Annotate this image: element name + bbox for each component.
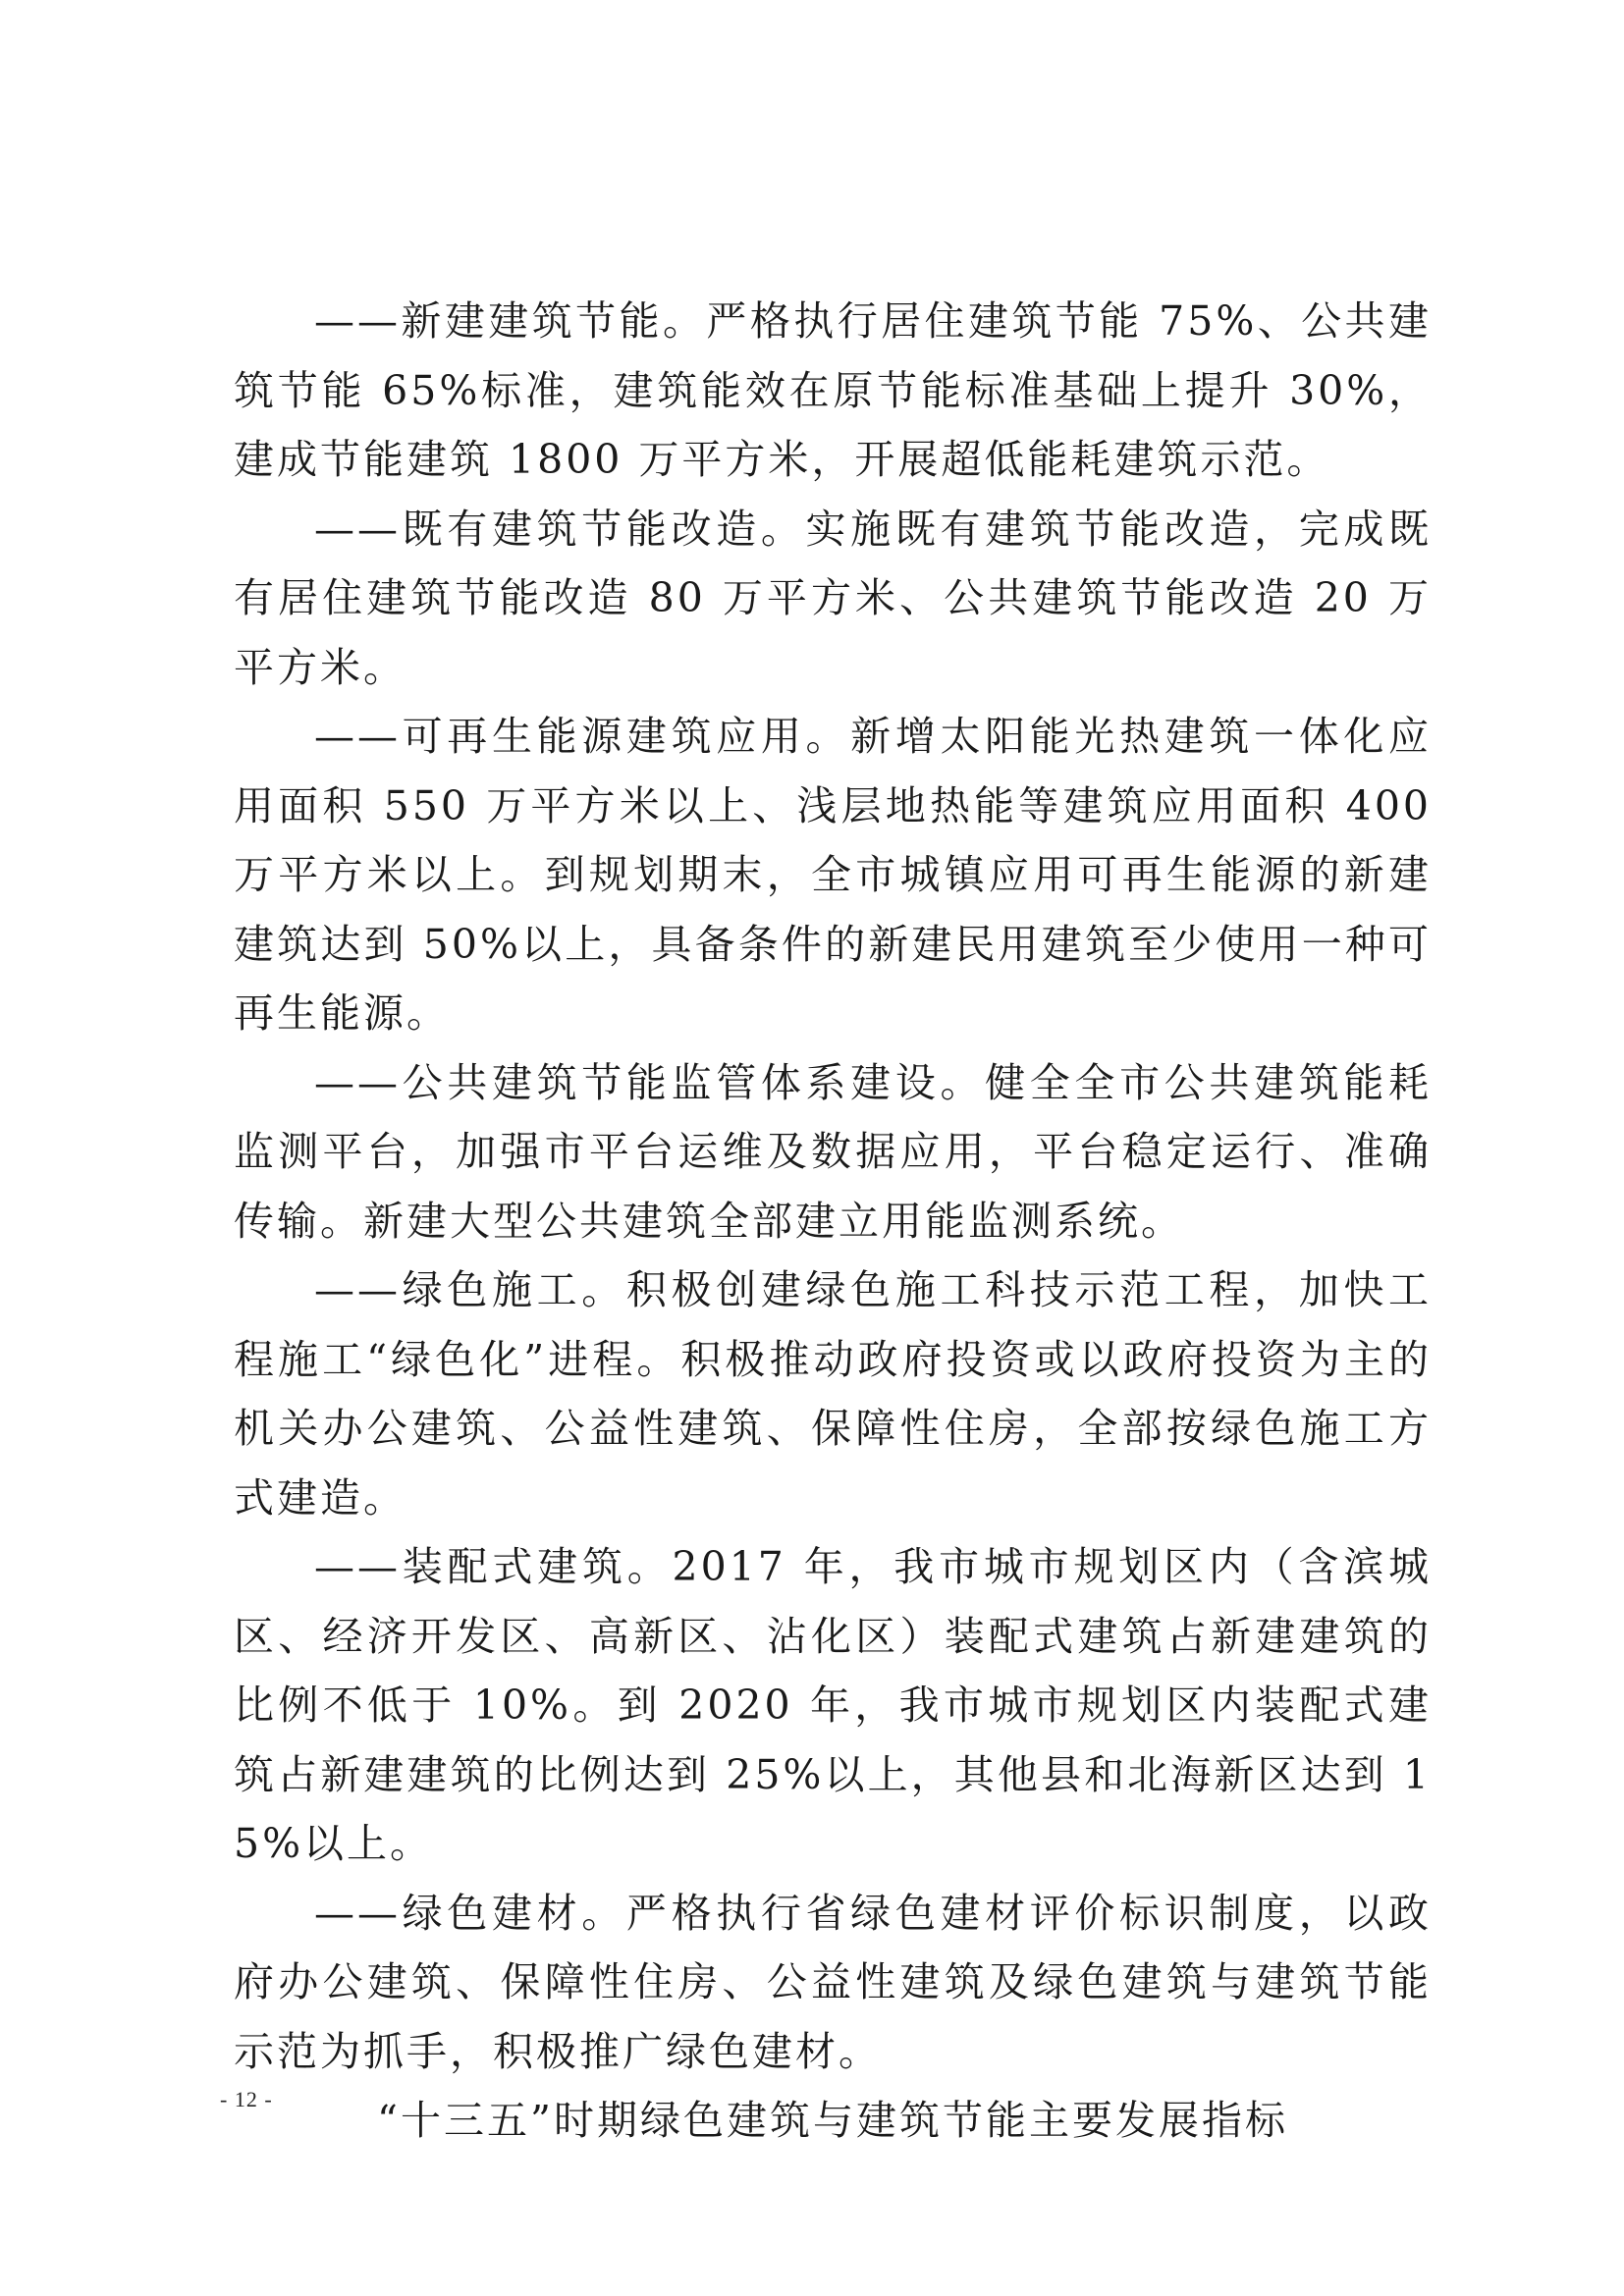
page-number: - 12 -	[220, 2087, 273, 2111]
paragraph-green-building-materials: ——绿色建材。严格执行省绿色建材评价标识制度，以政府办公建筑、保障性住房、公益性建筑及绿色建筑与建筑节能示范为抓手，积极推广绿色建材。	[234, 1889, 1432, 2075]
table-title: “十三五”时期绿色建筑与建筑节能主要发展指标	[377, 2097, 1288, 2144]
paragraph-green-construction: ——绿色施工。积极创建绿色施工科技示范工程，加快工程施工“绿色化”进程。积极推动政府投资或以政府投资为主的机关办公建筑、公益性建筑、保障性住房，全部按绿色施工方式建造。	[234, 1266, 1432, 1522]
paragraph-existing-building-retrofit: ——既有建筑节能改造。实施既有建筑节能改造，完成既有居住建筑节能改造 80 万平方米、公共建筑节能改造 20 万平方米。	[234, 505, 1432, 691]
paragraph-public-building-monitoring: ——公共建筑节能监管体系建设。健全全市公共建筑能耗监测平台，加强市平台运维及数据应用，平台稳定运行、准确传输。新建大型公共建筑全部建立用能监测系统。	[234, 1058, 1432, 1245]
paragraph-new-building-energy-saving: ——新建建筑节能。严格执行居住建筑节能 75%、公共建筑节能 65%标准，建筑能效在原节能标准基础上提升 30%，建成节能建筑 1800 万平方米，开展超低能耗建筑示范。	[234, 297, 1432, 483]
paragraph-renewable-energy-application: ——可再生能源建筑应用。新增太阳能光热建筑一体化应用面积 550 万平方米以上、浅层地热能等建筑应用面积 400 万平方米以上。到规划期末，全市城镇应用可再生能源的新建建筑达到 50%以上，具备条件的新建民用建筑至少使用一种可再生能源。	[234, 713, 1448, 1037]
document-body	[234, 287, 1448, 2156]
paragraph-prefabricated-building: ——装配式建筑。2017 年，我市城市规划区内（含滨城区、经济开发区、高新区、沾化区）装配式建筑占新建建筑的比例不低于 10%。到 2020 年，我市城市规划区内装配式建筑占新建建筑的比例达到 25%以上，其他县和北海新区达到 15%以上。	[234, 1543, 1432, 1867]
